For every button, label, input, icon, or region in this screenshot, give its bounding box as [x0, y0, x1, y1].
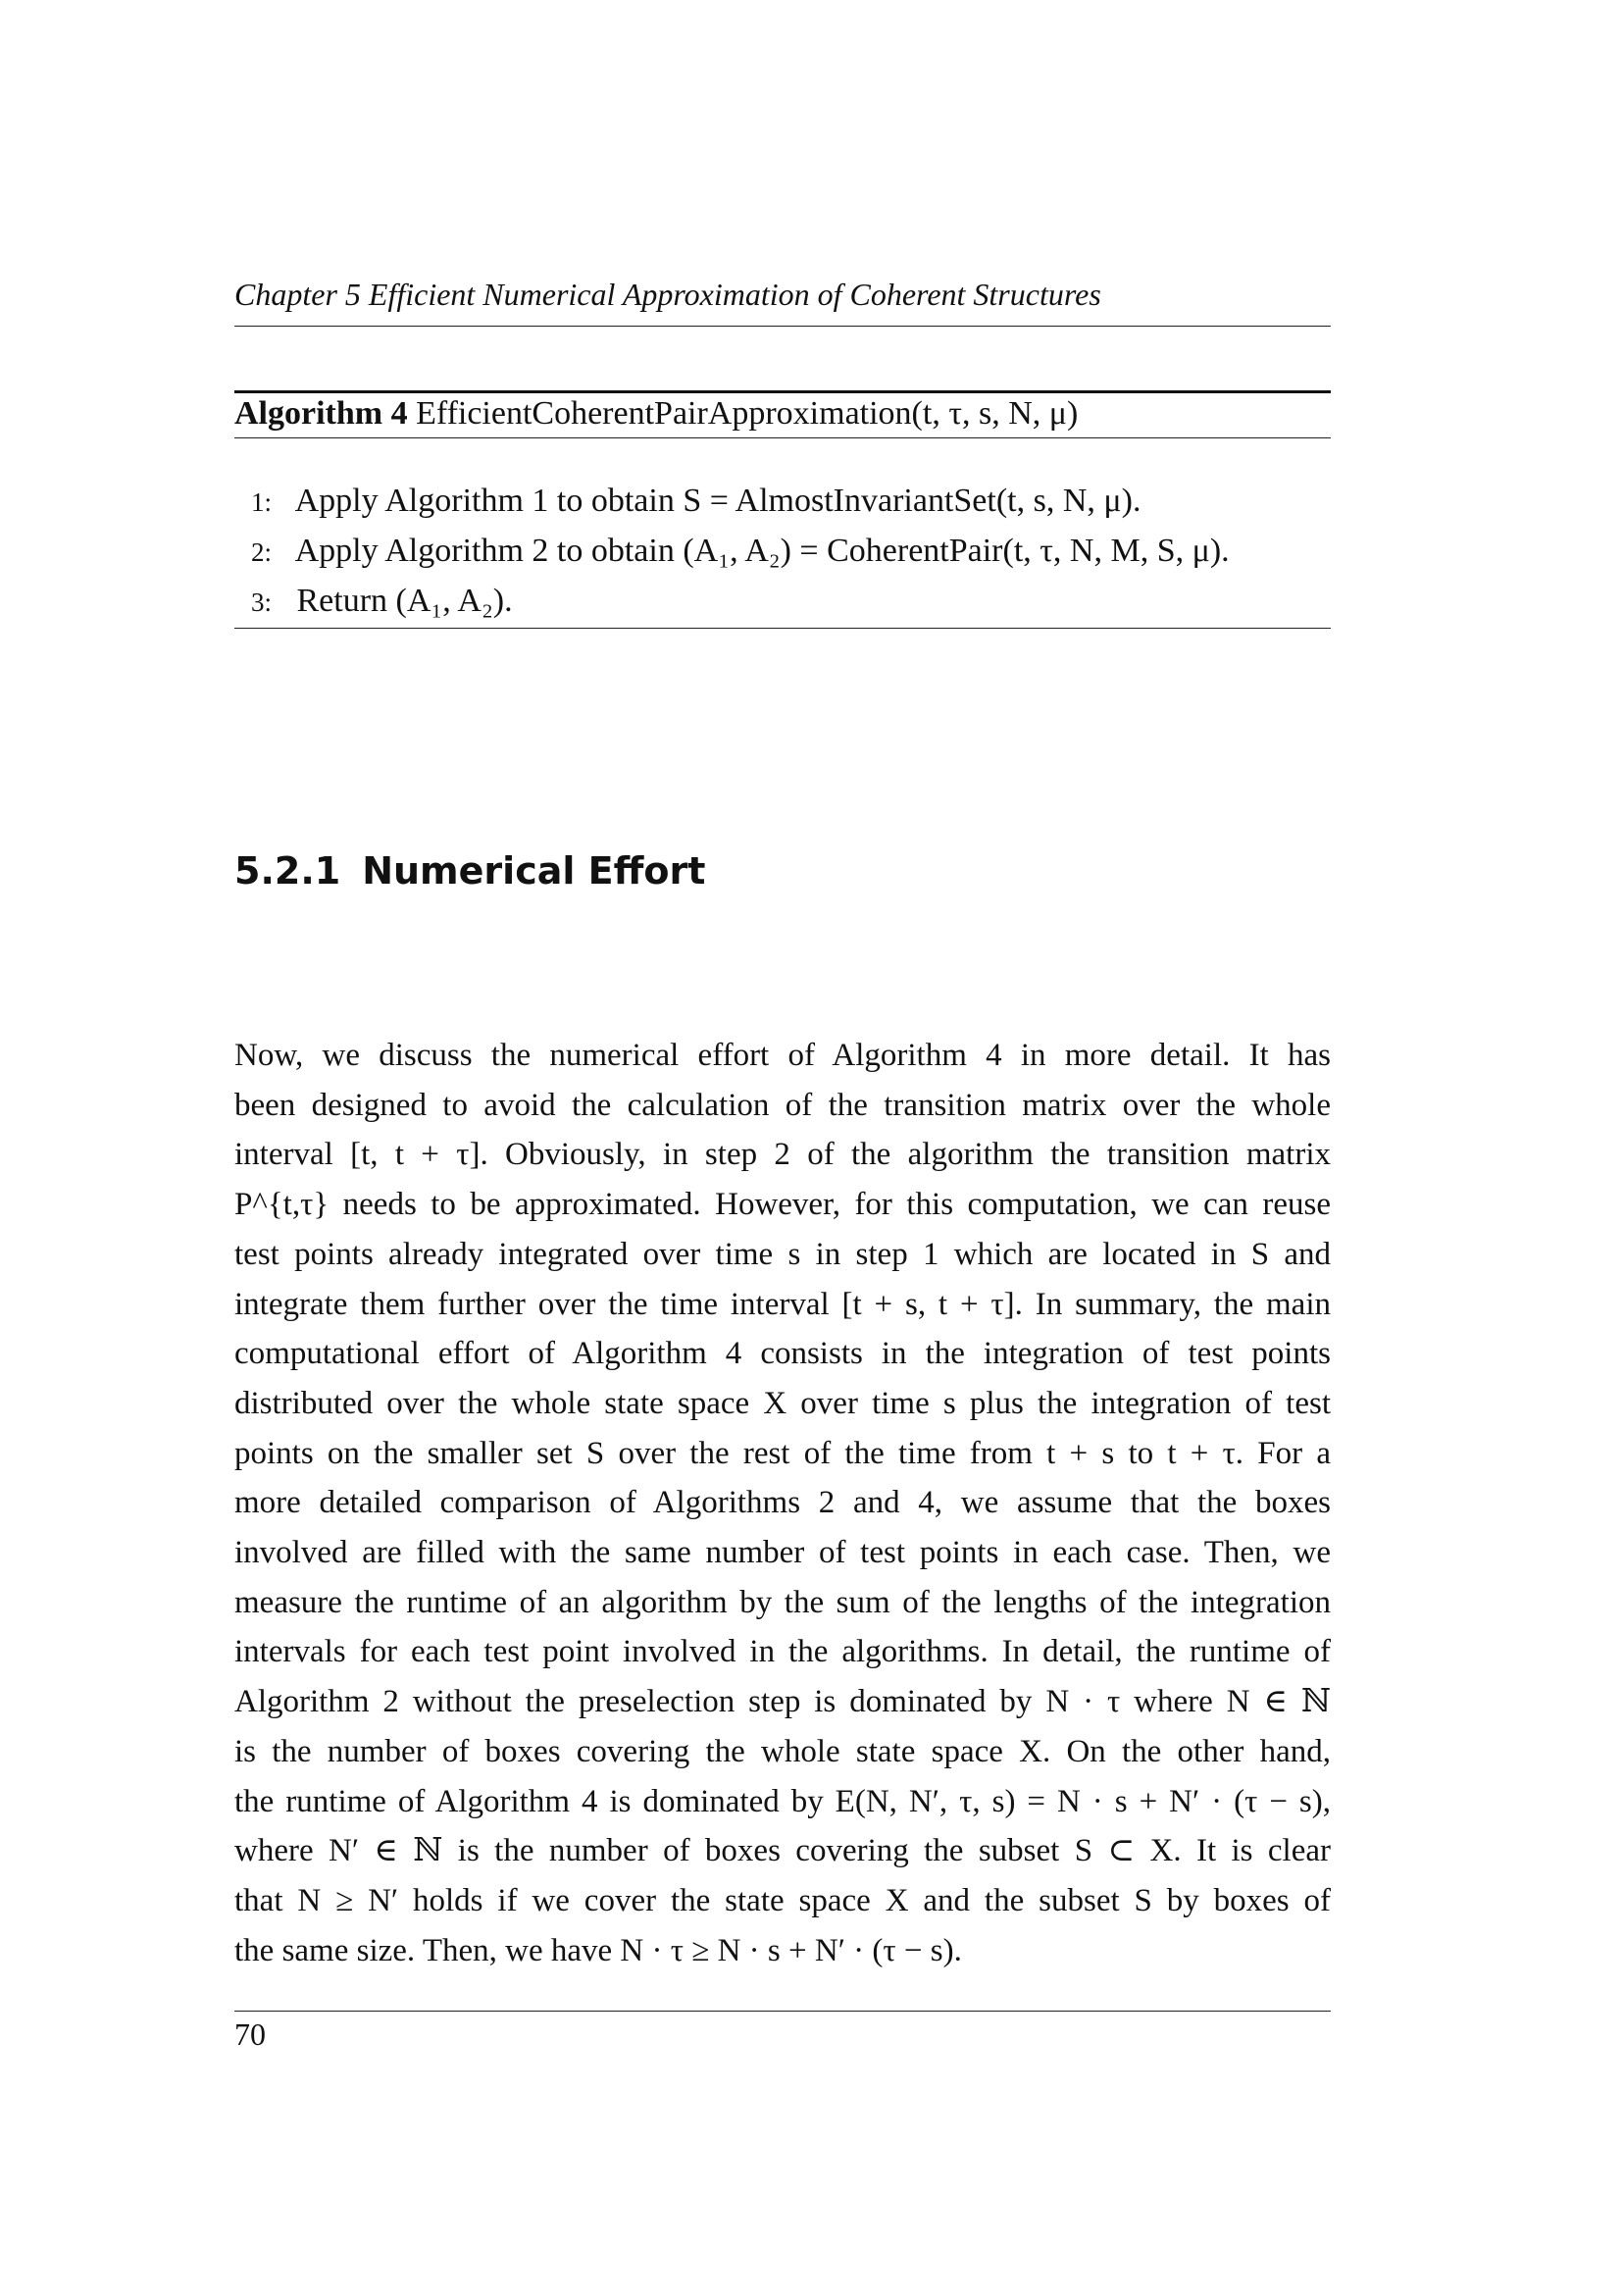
algorithm-steps: [251, 477, 1330, 627]
algorithm-title: [234, 393, 1331, 434]
paragraph-line: the runtime of Algorithm 4 is dominated by E(N, N′, τ, s) = N · s + N′ · (τ − s),: [234, 1783, 1331, 1819]
paragraph-line: distributed over the whole state space X over time s plus the integration of test: [234, 1385, 1331, 1421]
paragraph-line: Algorithm 2 without the preselection step is dominated by N · τ where N ∈ ℕ: [234, 1684, 1331, 1720]
algorithm-bottom-rule: [234, 628, 1331, 629]
footer-rule: [234, 2011, 1331, 2012]
step-text: Apply Algorithm 2 to obtain (A₁, A₂) = CoherentPair(t, τ, N, M, S, μ).: [294, 533, 1230, 569]
paragraph-line: that N ≥ N′ holds if we cover the state space X and the subset S by boxes of: [234, 1882, 1331, 1918]
paragraph-line: Now, we discuss the numerical effort of Algorithm 4 in more detail. It has: [234, 1038, 1331, 1073]
algorithm-mid-rule: [234, 437, 1331, 438]
body-paragraph: [234, 1031, 1331, 1975]
algorithm-step: [251, 477, 1330, 527]
algorithm-step: [251, 527, 1330, 577]
algorithm-label: Algorithm 4: [234, 395, 408, 432]
algorithm-name: EfficientCoherentPairApproximation(t, τ, s, N, μ): [416, 395, 1079, 432]
step-text: Return (A₁, A₂).: [296, 583, 513, 619]
paragraph-line: test points already integrated over time s in step 1 which are located in S and: [234, 1236, 1331, 1272]
paragraph-line: where N′ ∈ ℕ is the number of boxes covering the subset S ⊂ X. It is clear: [234, 1833, 1331, 1869]
header-rule: [234, 326, 1331, 327]
section-number: 5.2.1: [234, 849, 341, 893]
paragraph-line: P^{t,τ} needs to be approximated. However, for this computation, we can reuse: [234, 1187, 1331, 1223]
page-number: 70: [234, 2016, 266, 2052]
section-heading: [234, 849, 705, 893]
section-title: Numerical Effort: [362, 849, 706, 893]
paragraph-line: the same size. Then, we have N · τ ≥ N · s + N′ · (τ − s).: [234, 1932, 962, 1968]
step-number: 2:: [251, 537, 273, 567]
step-number: 1:: [251, 487, 273, 517]
step-text: Apply Algorithm 1 to obtain S = AlmostInvariantSet(t, s, N, μ).: [294, 483, 1141, 519]
paragraph-line: integrate them further over the time interval [t + s, t + τ]. In summary, the main: [234, 1286, 1331, 1322]
paragraph-line: computational effort of Algorithm 4 consists in the integration of test points: [234, 1336, 1331, 1372]
running-head: Chapter 5 Efficient Numerical Approximation of Coherent Structures: [234, 277, 1101, 312]
paragraph-line: involved are filled with the same number of test points in each case. Then, we: [234, 1535, 1331, 1571]
paragraph-line: measure the runtime of an algorithm by the sum of the lengths of the integration: [234, 1584, 1331, 1620]
paragraph-line: more detailed comparison of Algorithms 2 and 4, we assume that the boxes: [234, 1485, 1331, 1521]
paragraph-line: interval [t, t + τ]. Obviously, in step 2 of the algorithm the transition matrix: [234, 1137, 1331, 1173]
paragraph-line: intervals for each test point involved in the algorithms. In detail, the runtime of: [234, 1634, 1331, 1670]
algorithm-step: [251, 577, 1330, 627]
paragraph-line: been designed to avoid the calculation of the transition matrix over the whole: [234, 1087, 1331, 1123]
paragraph-line: is the number of boxes covering the whole state space X. On the other hand,: [234, 1733, 1331, 1769]
step-number: 3:: [251, 587, 273, 617]
paragraph-line: points on the smaller set S over the rest of the time from t + s to t + τ. For a: [234, 1435, 1331, 1471]
